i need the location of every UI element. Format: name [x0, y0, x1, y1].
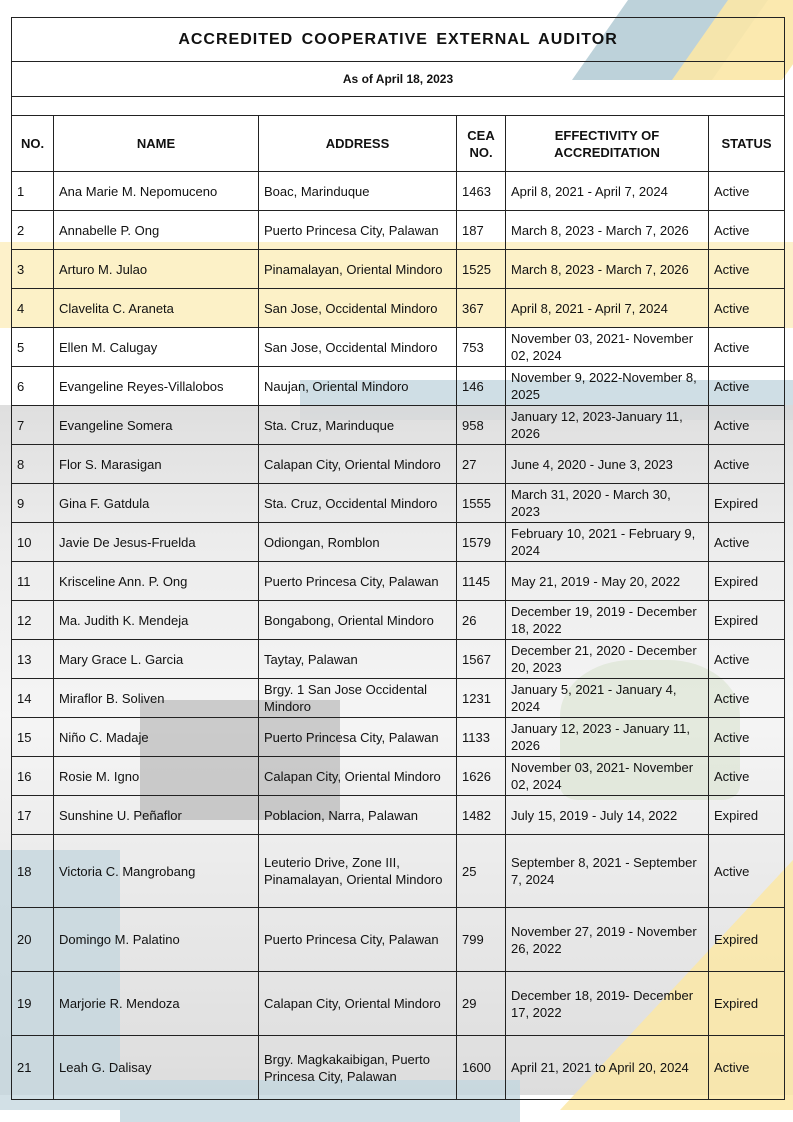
- cell-cea: 1600: [457, 1036, 506, 1100]
- cell-name: Victoria C. Mangrobang: [54, 835, 259, 908]
- cell-name: Sunshine U. Peñaflor: [54, 796, 259, 835]
- cell-name: Clavelita C. Araneta: [54, 289, 259, 328]
- table-row: [12, 908, 785, 972]
- cell-no: 2: [12, 211, 54, 250]
- page-title: ACCREDITED COOPERATIVE EXTERNAL AUDITOR: [12, 18, 785, 62]
- cell-effectivity: November 03, 2021- November 02, 2024: [506, 328, 709, 367]
- cell-status: Active: [709, 1036, 785, 1100]
- cell-no: 20: [12, 908, 54, 972]
- table-row: [12, 328, 785, 367]
- cell-effectivity: November 03, 2021- November 02, 2024: [506, 757, 709, 796]
- cell-effectivity: May 21, 2019 - May 20, 2022: [506, 562, 709, 601]
- cell-name: Annabelle P. Ong: [54, 211, 259, 250]
- cell-cea: 29: [457, 972, 506, 1036]
- table-row: [12, 1036, 785, 1100]
- cell-address: Calapan City, Oriental Mindoro: [259, 445, 457, 484]
- cell-name: Evangeline Somera: [54, 406, 259, 445]
- cell-no: 3: [12, 250, 54, 289]
- table-row: [12, 640, 785, 679]
- cell-no: 17: [12, 796, 54, 835]
- cell-name: Rosie M. Igno: [54, 757, 259, 796]
- cell-address: Naujan, Oriental Mindoro: [259, 367, 457, 406]
- auditor-table: [11, 17, 785, 1100]
- header-no: NO.: [12, 116, 54, 172]
- cell-status: Expired: [709, 484, 785, 523]
- cell-no: 7: [12, 406, 54, 445]
- cell-no: 4: [12, 289, 54, 328]
- cell-name: Ellen M. Calugay: [54, 328, 259, 367]
- cell-name: Domingo M. Palatino: [54, 908, 259, 972]
- cell-address: Calapan City, Oriental Mindoro: [259, 757, 457, 796]
- cell-cea: 1626: [457, 757, 506, 796]
- cell-name: Mary Grace L. Garcia: [54, 640, 259, 679]
- cell-name: Leah G. Dalisay: [54, 1036, 259, 1100]
- cell-effectivity: March 8, 2023 - March 7, 2026: [506, 211, 709, 250]
- spacer-row: [12, 97, 785, 116]
- table-row: [12, 445, 785, 484]
- cell-effectivity: April 8, 2021 - April 7, 2024: [506, 289, 709, 328]
- cell-effectivity: April 21, 2021 to April 20, 2024: [506, 1036, 709, 1100]
- table-row: [12, 172, 785, 211]
- cell-name: Krisceline Ann. P. Ong: [54, 562, 259, 601]
- cell-address: Sta. Cruz, Marinduque: [259, 406, 457, 445]
- cell-no: 9: [12, 484, 54, 523]
- cell-cea: 1567: [457, 640, 506, 679]
- cell-status: Active: [709, 718, 785, 757]
- cell-no: 18: [12, 835, 54, 908]
- cell-no: 5: [12, 328, 54, 367]
- table-row: [12, 972, 785, 1036]
- cell-no: 12: [12, 601, 54, 640]
- cell-no: 19: [12, 972, 54, 1036]
- cell-effectivity: April 8, 2021 - April 7, 2024: [506, 172, 709, 211]
- cell-status: Expired: [709, 562, 785, 601]
- cell-cea: 1555: [457, 484, 506, 523]
- cell-effectivity: February 10, 2021 - February 9, 2024: [506, 523, 709, 562]
- cell-effectivity: January 12, 2023 - January 11, 2026: [506, 718, 709, 757]
- cell-no: 16: [12, 757, 54, 796]
- cell-status: Active: [709, 406, 785, 445]
- cell-cea: 1145: [457, 562, 506, 601]
- cell-no: 11: [12, 562, 54, 601]
- header-effectivity: EFFECTIVITY OF ACCREDITATION: [506, 116, 709, 172]
- cell-effectivity: December 19, 2019 - December 18, 2022: [506, 601, 709, 640]
- cell-effectivity: December 21, 2020 - December 20, 2023: [506, 640, 709, 679]
- cell-name: Evangeline Reyes-Villalobos: [54, 367, 259, 406]
- cell-status: Active: [709, 640, 785, 679]
- cell-address: Brgy. Magkakaibigan, Puerto Princesa City, Palawan: [259, 1036, 457, 1100]
- cell-no: 15: [12, 718, 54, 757]
- cell-address: Calapan City, Oriental Mindoro: [259, 972, 457, 1036]
- cell-no: 21: [12, 1036, 54, 1100]
- header-cea: CEA NO.: [457, 116, 506, 172]
- table-row: [12, 601, 785, 640]
- cell-name: Marjorie R. Mendoza: [54, 972, 259, 1036]
- table-row: [12, 796, 785, 835]
- cell-cea: 1463: [457, 172, 506, 211]
- table-row: [12, 406, 785, 445]
- cell-address: Sta. Cruz, Occidental Mindoro: [259, 484, 457, 523]
- cell-effectivity: March 8, 2023 - March 7, 2026: [506, 250, 709, 289]
- cell-effectivity: January 5, 2021 - January 4, 2024: [506, 679, 709, 718]
- cell-cea: 1482: [457, 796, 506, 835]
- table-row: [12, 250, 785, 289]
- cell-cea: 146: [457, 367, 506, 406]
- cell-address: Brgy. 1 San Jose Occidental Mindoro: [259, 679, 457, 718]
- cell-status: Expired: [709, 601, 785, 640]
- table-row: [12, 484, 785, 523]
- cell-address: Boac, Marinduque: [259, 172, 457, 211]
- cell-status: Active: [709, 250, 785, 289]
- cell-name: Arturo M. Julao: [54, 250, 259, 289]
- cell-status: Expired: [709, 972, 785, 1036]
- cell-address: Puerto Princesa City, Palawan: [259, 211, 457, 250]
- cell-no: 8: [12, 445, 54, 484]
- table-row: [12, 523, 785, 562]
- table-header: [12, 116, 785, 172]
- cell-status: Expired: [709, 908, 785, 972]
- table-row: [12, 757, 785, 796]
- table-row: [12, 718, 785, 757]
- cell-cea: 1133: [457, 718, 506, 757]
- cell-name: Flor S. Marasigan: [54, 445, 259, 484]
- cell-no: 6: [12, 367, 54, 406]
- cell-cea: 1525: [457, 250, 506, 289]
- header-address: ADDRESS: [259, 116, 457, 172]
- cell-cea: 26: [457, 601, 506, 640]
- cell-address: Bongabong, Oriental Mindoro: [259, 601, 457, 640]
- cell-status: Active: [709, 367, 785, 406]
- cell-effectivity: January 12, 2023-January 11, 2026: [506, 406, 709, 445]
- table-row: [12, 835, 785, 908]
- cell-name: Ma. Judith K. Mendeja: [54, 601, 259, 640]
- cell-address: San Jose, Occidental Mindoro: [259, 328, 457, 367]
- cell-status: Active: [709, 523, 785, 562]
- cell-status: Active: [709, 835, 785, 908]
- cell-name: Gina F. Gatdula: [54, 484, 259, 523]
- table-row: [12, 289, 785, 328]
- cell-cea: 187: [457, 211, 506, 250]
- cell-status: Active: [709, 172, 785, 211]
- cell-no: 1: [12, 172, 54, 211]
- table-row: [12, 562, 785, 601]
- cell-address: Poblacion, Narra, Palawan: [259, 796, 457, 835]
- cell-cea: 25: [457, 835, 506, 908]
- header-status: STATUS: [709, 116, 785, 172]
- cell-cea: 1231: [457, 679, 506, 718]
- cell-status: Expired: [709, 796, 785, 835]
- cell-cea: 799: [457, 908, 506, 972]
- cell-cea: 958: [457, 406, 506, 445]
- cell-effectivity: December 18, 2019- December 17, 2022: [506, 972, 709, 1036]
- cell-address: Puerto Princesa City, Palawan: [259, 562, 457, 601]
- cell-effectivity: November 9, 2022-November 8, 2025: [506, 367, 709, 406]
- cell-address: San Jose, Occidental Mindoro: [259, 289, 457, 328]
- cell-status: Active: [709, 445, 785, 484]
- cell-status: Active: [709, 679, 785, 718]
- cell-status: Active: [709, 757, 785, 796]
- cell-effectivity: July 15, 2019 - July 14, 2022: [506, 796, 709, 835]
- cell-effectivity: November 27, 2019 - November 26, 2022: [506, 908, 709, 972]
- page-subtitle: As of April 18, 2023: [12, 62, 785, 97]
- cell-status: Active: [709, 289, 785, 328]
- cell-name: Javie De Jesus-Fruelda: [54, 523, 259, 562]
- table-row: [12, 367, 785, 406]
- cell-name: Niño C. Madaje: [54, 718, 259, 757]
- cell-cea: 1579: [457, 523, 506, 562]
- cell-cea: 367: [457, 289, 506, 328]
- cell-address: Taytay, Palawan: [259, 640, 457, 679]
- cell-effectivity: September 8, 2021 - September 7, 2024: [506, 835, 709, 908]
- cell-cea: 27: [457, 445, 506, 484]
- cell-address: Leuterio Drive, Zone III, Pinamalayan, Oriental Mindoro: [259, 835, 457, 908]
- cell-no: 14: [12, 679, 54, 718]
- cell-address: Pinamalayan, Oriental Mindoro: [259, 250, 457, 289]
- cell-status: Active: [709, 211, 785, 250]
- cell-address: Puerto Princesa City, Palawan: [259, 718, 457, 757]
- cell-name: Ana Marie M. Nepomuceno: [54, 172, 259, 211]
- header-name: NAME: [54, 116, 259, 172]
- cell-cea: 753: [457, 328, 506, 367]
- table-row: [12, 211, 785, 250]
- table-row: [12, 679, 785, 718]
- cell-effectivity: March 31, 2020 - March 30, 2023: [506, 484, 709, 523]
- cell-effectivity: June 4, 2020 - June 3, 2023: [506, 445, 709, 484]
- cell-address: Puerto Princesa City, Palawan: [259, 908, 457, 972]
- cell-status: Active: [709, 328, 785, 367]
- cell-no: 13: [12, 640, 54, 679]
- cell-no: 10: [12, 523, 54, 562]
- cell-address: Odiongan, Romblon: [259, 523, 457, 562]
- cell-name: Miraflor B. Soliven: [54, 679, 259, 718]
